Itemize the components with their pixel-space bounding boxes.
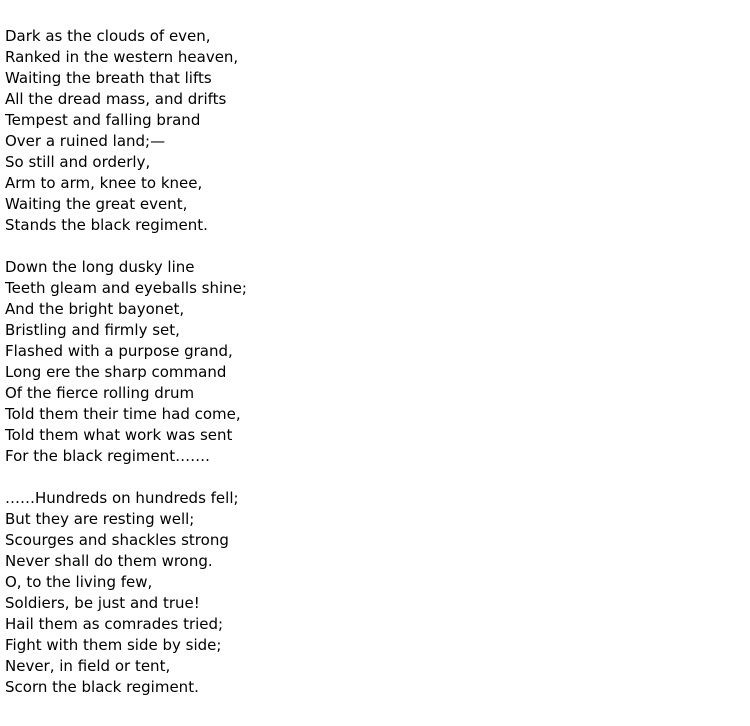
poem-line: Teeth gleam and eyeballs shine; (5, 279, 247, 297)
poem-line: Hail them as comrades tried; (5, 615, 224, 633)
poem-line: Told them what work was sent (5, 426, 233, 444)
poem-line: And the bright bayonet, (5, 300, 185, 318)
poem-line: Tempest and falling brand (5, 111, 201, 129)
poem-line: Scorn the black regiment. (5, 678, 199, 696)
poem-line: Long ere the sharp command (5, 363, 227, 381)
poem-line: Scourges and shackles strong (5, 531, 229, 549)
poem-line: Told them their time had come, (5, 405, 241, 423)
stanza-2 (5, 257, 725, 467)
poem-line: Dark as the clouds of even, (5, 27, 211, 45)
poem-line: Fight with them side by side; (5, 636, 222, 654)
poem-line: Over a ruined land;— (5, 132, 166, 150)
poem-line: Arm to arm, knee to knee, (5, 174, 203, 192)
poem-line: Never, in field or tent, (5, 657, 171, 675)
poem-line: Flashed with a purpose grand, (5, 342, 233, 360)
poem-line: Waiting the breath that lifts (5, 69, 212, 87)
poem-line: Waiting the great event, (5, 195, 188, 213)
poem-line: Stands the black regiment. (5, 216, 208, 234)
poem-line: Ranked in the western heaven, (5, 48, 239, 66)
stanza-1 (5, 26, 725, 236)
poem-line: But they are resting well; (5, 510, 195, 528)
poem-line: Never shall do them wrong. (5, 552, 213, 570)
poem-line: Of the fierce rolling drum (5, 384, 195, 402)
stanza-3 (5, 488, 725, 698)
poem-line: Bristling and firmly set, (5, 321, 180, 339)
poem-line: Soldiers, be just and true! (5, 594, 200, 612)
poem-line: For the black regiment……. (5, 447, 210, 465)
poem-line: O, to the living few, (5, 573, 153, 591)
poem-line: So still and orderly, (5, 153, 151, 171)
poem-line: ……Hundreds on hundreds fell; (5, 489, 239, 507)
poem-line: All the dread mass, and drifts (5, 90, 227, 108)
poem-text (5, 26, 725, 698)
poem-line: Down the long dusky line (5, 258, 195, 276)
